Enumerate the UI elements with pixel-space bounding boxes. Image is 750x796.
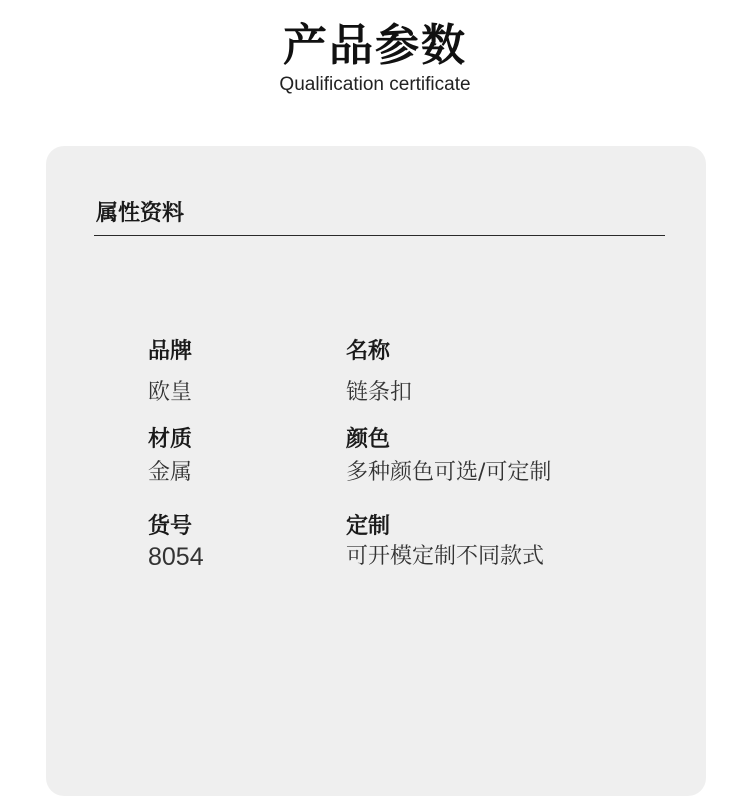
attribute-label: 颜色 bbox=[346, 427, 391, 452]
attribute-value: 8054 bbox=[148, 543, 204, 571]
attribute-brand bbox=[148, 337, 192, 408]
attribute-item-number bbox=[148, 512, 204, 572]
attribute-value: 可开模定制不同款式 bbox=[346, 544, 545, 569]
attribute-value: 多种颜色可选/可定制 bbox=[346, 460, 552, 485]
section-heading: 属性资料 bbox=[96, 201, 185, 226]
page-title: 产品参数 bbox=[283, 20, 467, 71]
attribute-value: 金属 bbox=[148, 460, 193, 485]
attribute-label: 货号 bbox=[148, 514, 193, 539]
page-subtitle: Qualification certificate bbox=[279, 74, 471, 95]
attributes-card bbox=[46, 146, 706, 796]
attribute-label: 材质 bbox=[148, 427, 193, 452]
attribute-value: 链条扣 bbox=[346, 380, 413, 405]
attribute-color bbox=[346, 425, 551, 488]
attribute-name bbox=[346, 337, 412, 408]
section-divider bbox=[94, 235, 665, 236]
attribute-label: 品牌 bbox=[148, 339, 193, 364]
attribute-value: 欧皇 bbox=[148, 380, 193, 405]
attribute-label: 名称 bbox=[346, 339, 391, 364]
attribute-material bbox=[148, 425, 192, 488]
attribute-label: 定制 bbox=[346, 514, 391, 539]
attribute-customization bbox=[346, 512, 544, 572]
